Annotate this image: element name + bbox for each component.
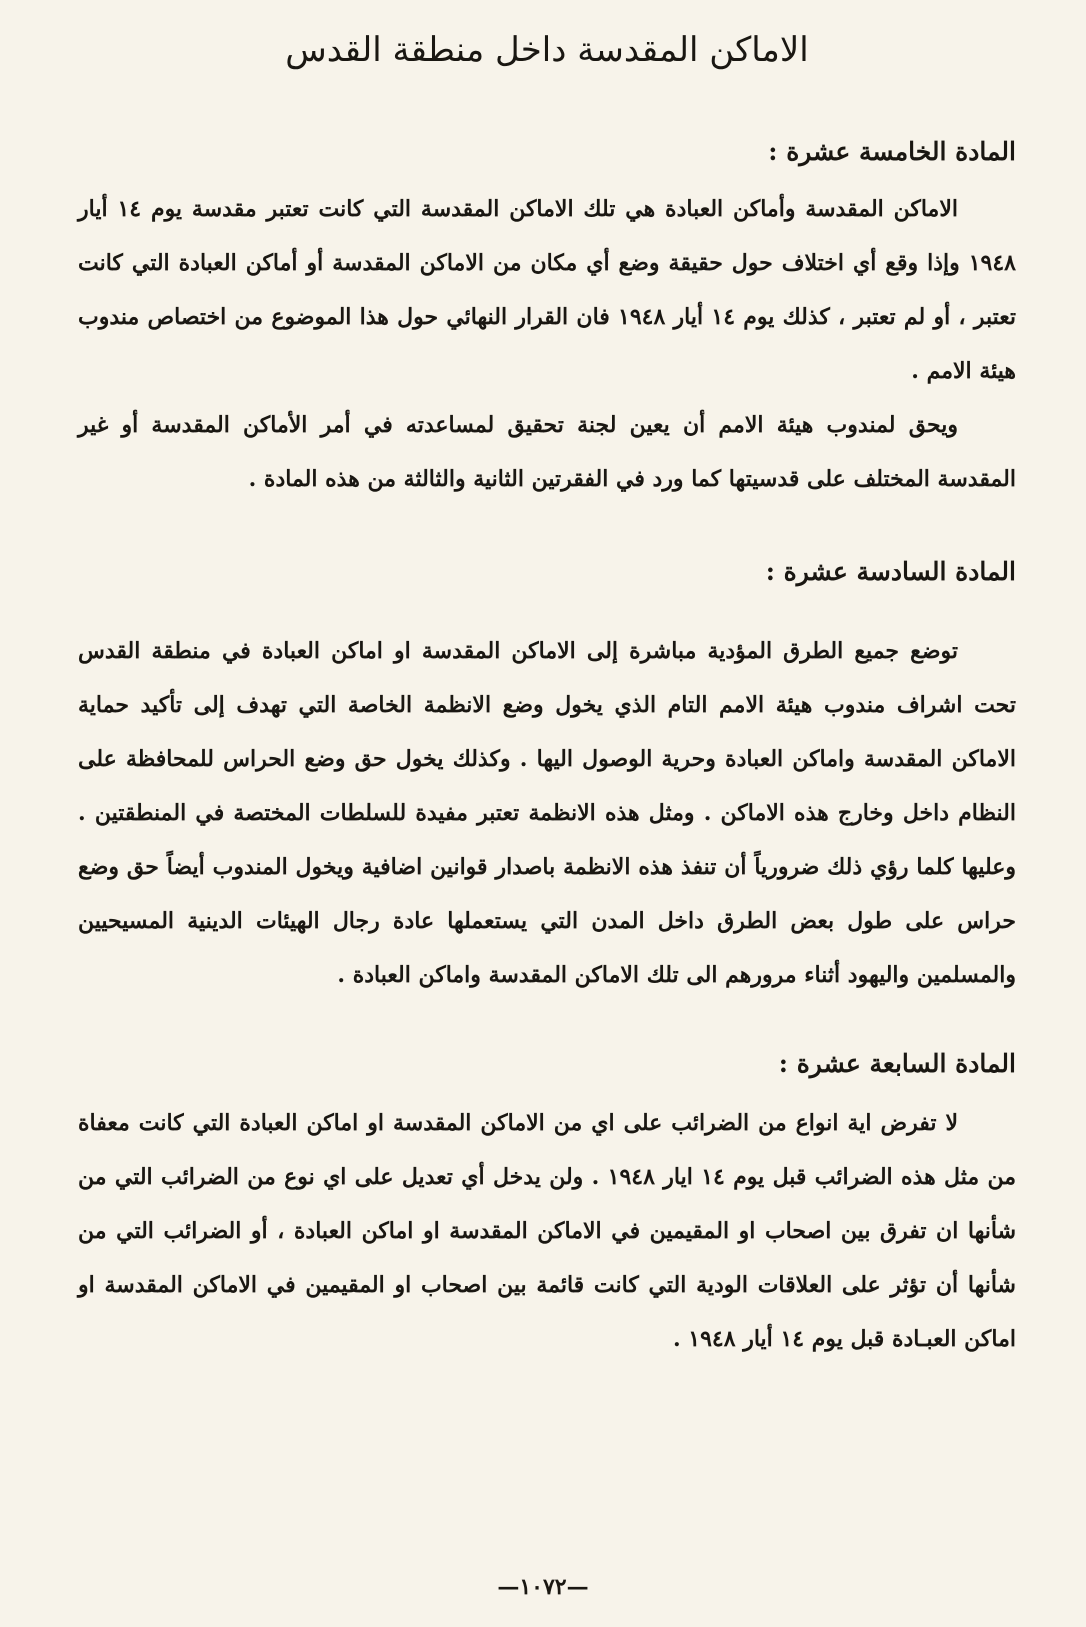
article-heading: المادة السادسة عشرة : [765,557,1016,586]
article-paragraph: الاماكن المقدسة وأماكن العبادة هي تلك الاماكن المقدسة التي كانت تعتبر مقدسة يوم ١٤ أيار ١٩٤٨ وإذا وقع أي اختلاف حول حقيقة وضع أي مكان من الاماكن المقدسة أو أماكن العبادة التي كانت تعتبر ، أو لم تعتبر ، كذلك يوم ١٤ أيار ١٩٤٨ فان القرار النهائي حول هذا الموضوع من اختصاص مندوب هيئة الامم . [78,196,1016,384]
article-heading: المادة الخامسة عشرة : [768,137,1016,166]
article-paragraph: لا تفرض اية انواع من الضرائب على اي من الاماكن المقدسة او اماكن العبادة التي كانت معفاة من مثل هذه الضرائب قبل يوم ١٤ ايار ١٩٤٨ . ولن يدخل أي تعديل على اي نوع من الضرائب التي من شأنها ان تفرق بين اصحاب او المقيمين في الاماكن المقدسة او اماكن العبادة ، أو الضرائب التي من شأنها أن تؤثر على العلاقات الودية التي كانت قائمة بين اصحاب او المقيمين في الاماكن المقدسة او اماكن العبـادة قبل يوم ١٤ أيار ١٩٤٨ . [78,1110,1016,1352]
page-title: الاماكن المقدسة داخل منطقة القدس [285,30,809,70]
article-paragraph: توضع جميع الطرق المؤدية مباشرة إلى الاماكن المقدسة او اماكن العبادة في منطقة القدس تحت اشراف مندوب هيئة الامم التام الذي يخول وضع الانظمة الخاصة التي تهدف إلى تأكيد حماية الاماكن المقدسة واماكن العبادة وحرية الوصول اليها . وكذلك يخول حق وضع الحراس للمحافظة على النظام داخل وخارج هذه الاماكن . ومثل هذه الانظمة تعتبر مفيدة للسلطات المختصة في المنطقتين . وعليها كلما رؤي ذلك ضرورياً أن تنفذ هذه الانظمة باصدار قوانين اضافية ويخول المندوب أيضاً حق وضع حراس على طول بعض الطرق داخل المدن التي يستعملها عادة رجال الهيئات الدينية المسيحيين والمسلمين واليهود أثناء مرورهم الى تلك الاماكن المقدسة واماكن العبادة . [78,638,1016,988]
page-number: —١٠٧٢— [497,1574,589,1600]
article-seventeen [78,1046,1016,1366]
article-sixteen [78,554,1016,1002]
article-fifteen [78,134,1016,506]
article-heading: المادة السابعة عشرة : [778,1049,1016,1078]
article-paragraph: ويحق لمندوب هيئة الامم أن يعين لجنة تحقيق لمساعدته في أمر الأماكن المقدسة أو غير المقدسة المختلف على قدسيتها كما ورد في الفقرتين الثانية والثالثة من هذه المادة . [78,412,1016,492]
